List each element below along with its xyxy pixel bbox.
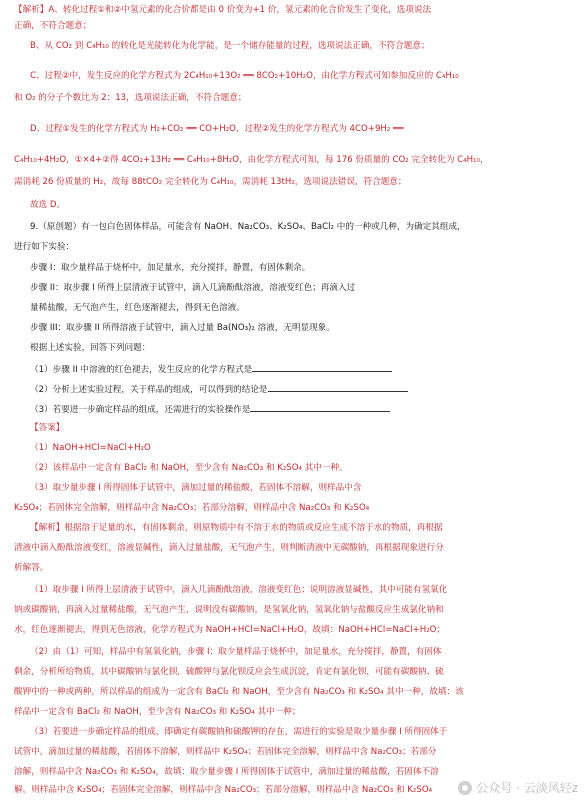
analysis-line: 剩余，分析所给物质，其中碳酸钠与氯化钡，硫酸钾与氯化钡反应会生成沉淀，肯定有氯化钡，可能有碳酸钠、硫 [14,667,444,677]
question-text: （1）步骤 II 中溶液的红色褪去，发生反应的化学方程式是 [30,365,253,375]
wechat-logo-icon [458,781,472,795]
text-line: 故选 D。 [30,200,66,210]
answer-blank [268,382,408,392]
answer-blank [250,402,390,412]
text-line: 进行如下实验： [14,242,75,252]
text-line: B、从 CO₂ 到 C₄H₁₀ 的转化是光能转化为化学能，是一个储存能量的过程，选项说法正确，不符合题意； [30,41,430,51]
text-line: C、过程②中，发生反应的化学方程式为 2C₄H₁₀+13O₂ ══ 8CO₂+10H₂O，由化学方程式可知参加反应的 C₄H₁₀ [30,71,459,81]
answer-blank [252,362,392,372]
analysis-line: 清液中滴入酚酞溶液变红，溶液显碱性，滴入过量盐酸，无气泡产生，则判断清液中无碳酸钠，再根据现象进行分 [14,543,444,553]
text-line: 需消耗 26 份质量的 H₂，故每 88tCO₂ 完全转化为 C₄H₁₀，需消耗 13tH₂，选项说法错误，符合题意； [14,177,407,187]
answer-line: （1）NaOH+HCl=NaCl+H₂O [30,443,151,453]
analysis-line: 析解答。 [14,563,49,573]
question-text: （2）分析上述实验过程，关于样品的组成，可以得到的结论是 [30,385,268,395]
question-part-3 [30,402,576,417]
watermark-text: 公众号 · 云淡风轻z [476,781,578,795]
text-line: 【解析】A、转化过程①和②中氢元素的化合价都是由 0 价变为+1 价，氢元素的化合价发生了变化，选项说法 [14,5,432,15]
text-line: 步骤 II：取步骤 I 所得上层清液于试管中，滴入几滴酚酞溶液，溶液变红色；再滴入过 [30,283,356,293]
watermark [458,779,578,797]
answer-line: K₂SO₄；若固体完全溶解，则样品中含 Na₂CO₃；若部分溶解，则样品中含 Na₂CO₃ 和 K₂SO₄ [14,503,370,513]
analysis-line: 水，红色逐渐褪去，得到无色溶液，化学方程式为 NaOH+HCl=NaCl+H₂O，故填：NaOH+HCl=NaCl+H₂O； [14,625,446,635]
text-line: 和 O₂ 的分子个数比为 2：13，选项说法正确，不符合题意； [14,93,247,103]
text-line: 步骤 I：取少量样品于烧杯中，加足量水，充分搅拌，静置，有固体剩余。 [30,263,311,273]
question-text: （3）若要进一步确定样品的组成，还需进行的实验操作是 [30,405,251,415]
text-line: 量稀盐酸，无气泡产生，红色逐渐褪去，得到无色溶液。 [30,303,245,313]
analysis-line: 钠或碳酸钠，再滴入过量稀盐酸，无气泡产生，说明没有碳酸钠，是氢氧化钠，氢氧化钠与盐酸反应生成氯化钠和 [14,605,444,615]
text-line: 步骤 III：取步骤 II 所得溶液于试管中，滴入过量 Ba(NO₃)₂ 溶液，无明显现象。 [30,323,335,333]
text-line: C₄H₁₀+4H₂O，①×4+②得 4CO₂+13H₂ ══ C₄H₁₀+8H₂O，由化学方程式可知，每 176 份质量的 CO₂ 完全转化为 C₄H₁₀， [14,155,489,165]
analysis-line: 解，则样品中含 K₂SO₄；若固体完全溶解，则样品中含 Na₂CO₃；若部分溶解，则样品中含 Na₂CO₃ 和 K₂SO₄ [14,785,433,795]
analysis-line: 试管中，滴加过量的稀盐酸，若固体不溶解，则样品中 K₂SO₄；若固体完全溶解，则样品中含 Na₂CO₃；若部分 [14,747,437,757]
text-line: D、过程①发生的化学方程式为 H₂+CO₂ ══ CO+H₂O，过程②发生的化学方程式为 4CO+9H₂ ══ [30,124,404,134]
text-line: 根据上述实验，回答下列问题： [30,343,151,353]
question-part-2 [30,382,576,397]
analysis-line: 溶解，则样品中含 Na₂CO₃ 和 K₂SO₄，故填：取少量步骤 I 所得固体于试管中，滴加过量的稀盐酸，若固体不溶 [14,767,439,777]
analysis-line: 【解析】根据溶于足量的水，有固体剩余，则原物质中有不溶于水的物质或反应生成不溶于水的物质，再根据 [30,523,443,533]
question-9-stem: 9.（原创题）有一包白色固体样品，可能含有 NaOH、Na₂CO₃、K₂SO₄、BaCl₂ 中的一种或几种，为确定其组成， [30,222,466,232]
answer-line: （3）取少量步骤 I 所得固体于试管中，滴加过量的稀盐酸，若固体不溶解，则样品中含 [30,483,362,493]
analysis-line: （1）取步骤 I 所得上层清液于试管中，滴入几滴酚酞溶液，溶液变红色；说明溶液显碱性，其中可能有氢氧化 [30,585,448,595]
answer-line: （2）该样品中一定含有 BaCl₂ 和 NaOH，至少含有 Na₂CO₃ 和 K₂SO₄ 其中一种。 [30,463,348,473]
analysis-line: 样品中一定含有 BaCl₂ 和 NaOH，至少含有 Na₂CO₃ 和 K₂SO₄ 其中一种； [14,707,301,717]
answer-heading: 【答案】 [30,423,65,433]
question-part-1 [30,362,576,377]
analysis-line: （2）由（1）可知，样品中有氢氧化钠，步骤 I：取少量样品于烧杯中，加足量水，充分搅拌，静置，有固体 [30,647,442,657]
analysis-line: （3）若要进一步确定样品的组成，即确定有碳酸钠和硫酸钾的存在，需进行的实验是取少量步骤 I 所得固体于 [30,727,448,737]
text-line: 正确，不符合题意； [14,21,92,31]
analysis-line: 酸钾中的一种或两种，所以样品的组成为一定含有 BaCl₂ 和 NaOH，至少含有 Na₂CO₃ 和 K₂SO₄ 其中一种，故填：该 [14,687,464,697]
